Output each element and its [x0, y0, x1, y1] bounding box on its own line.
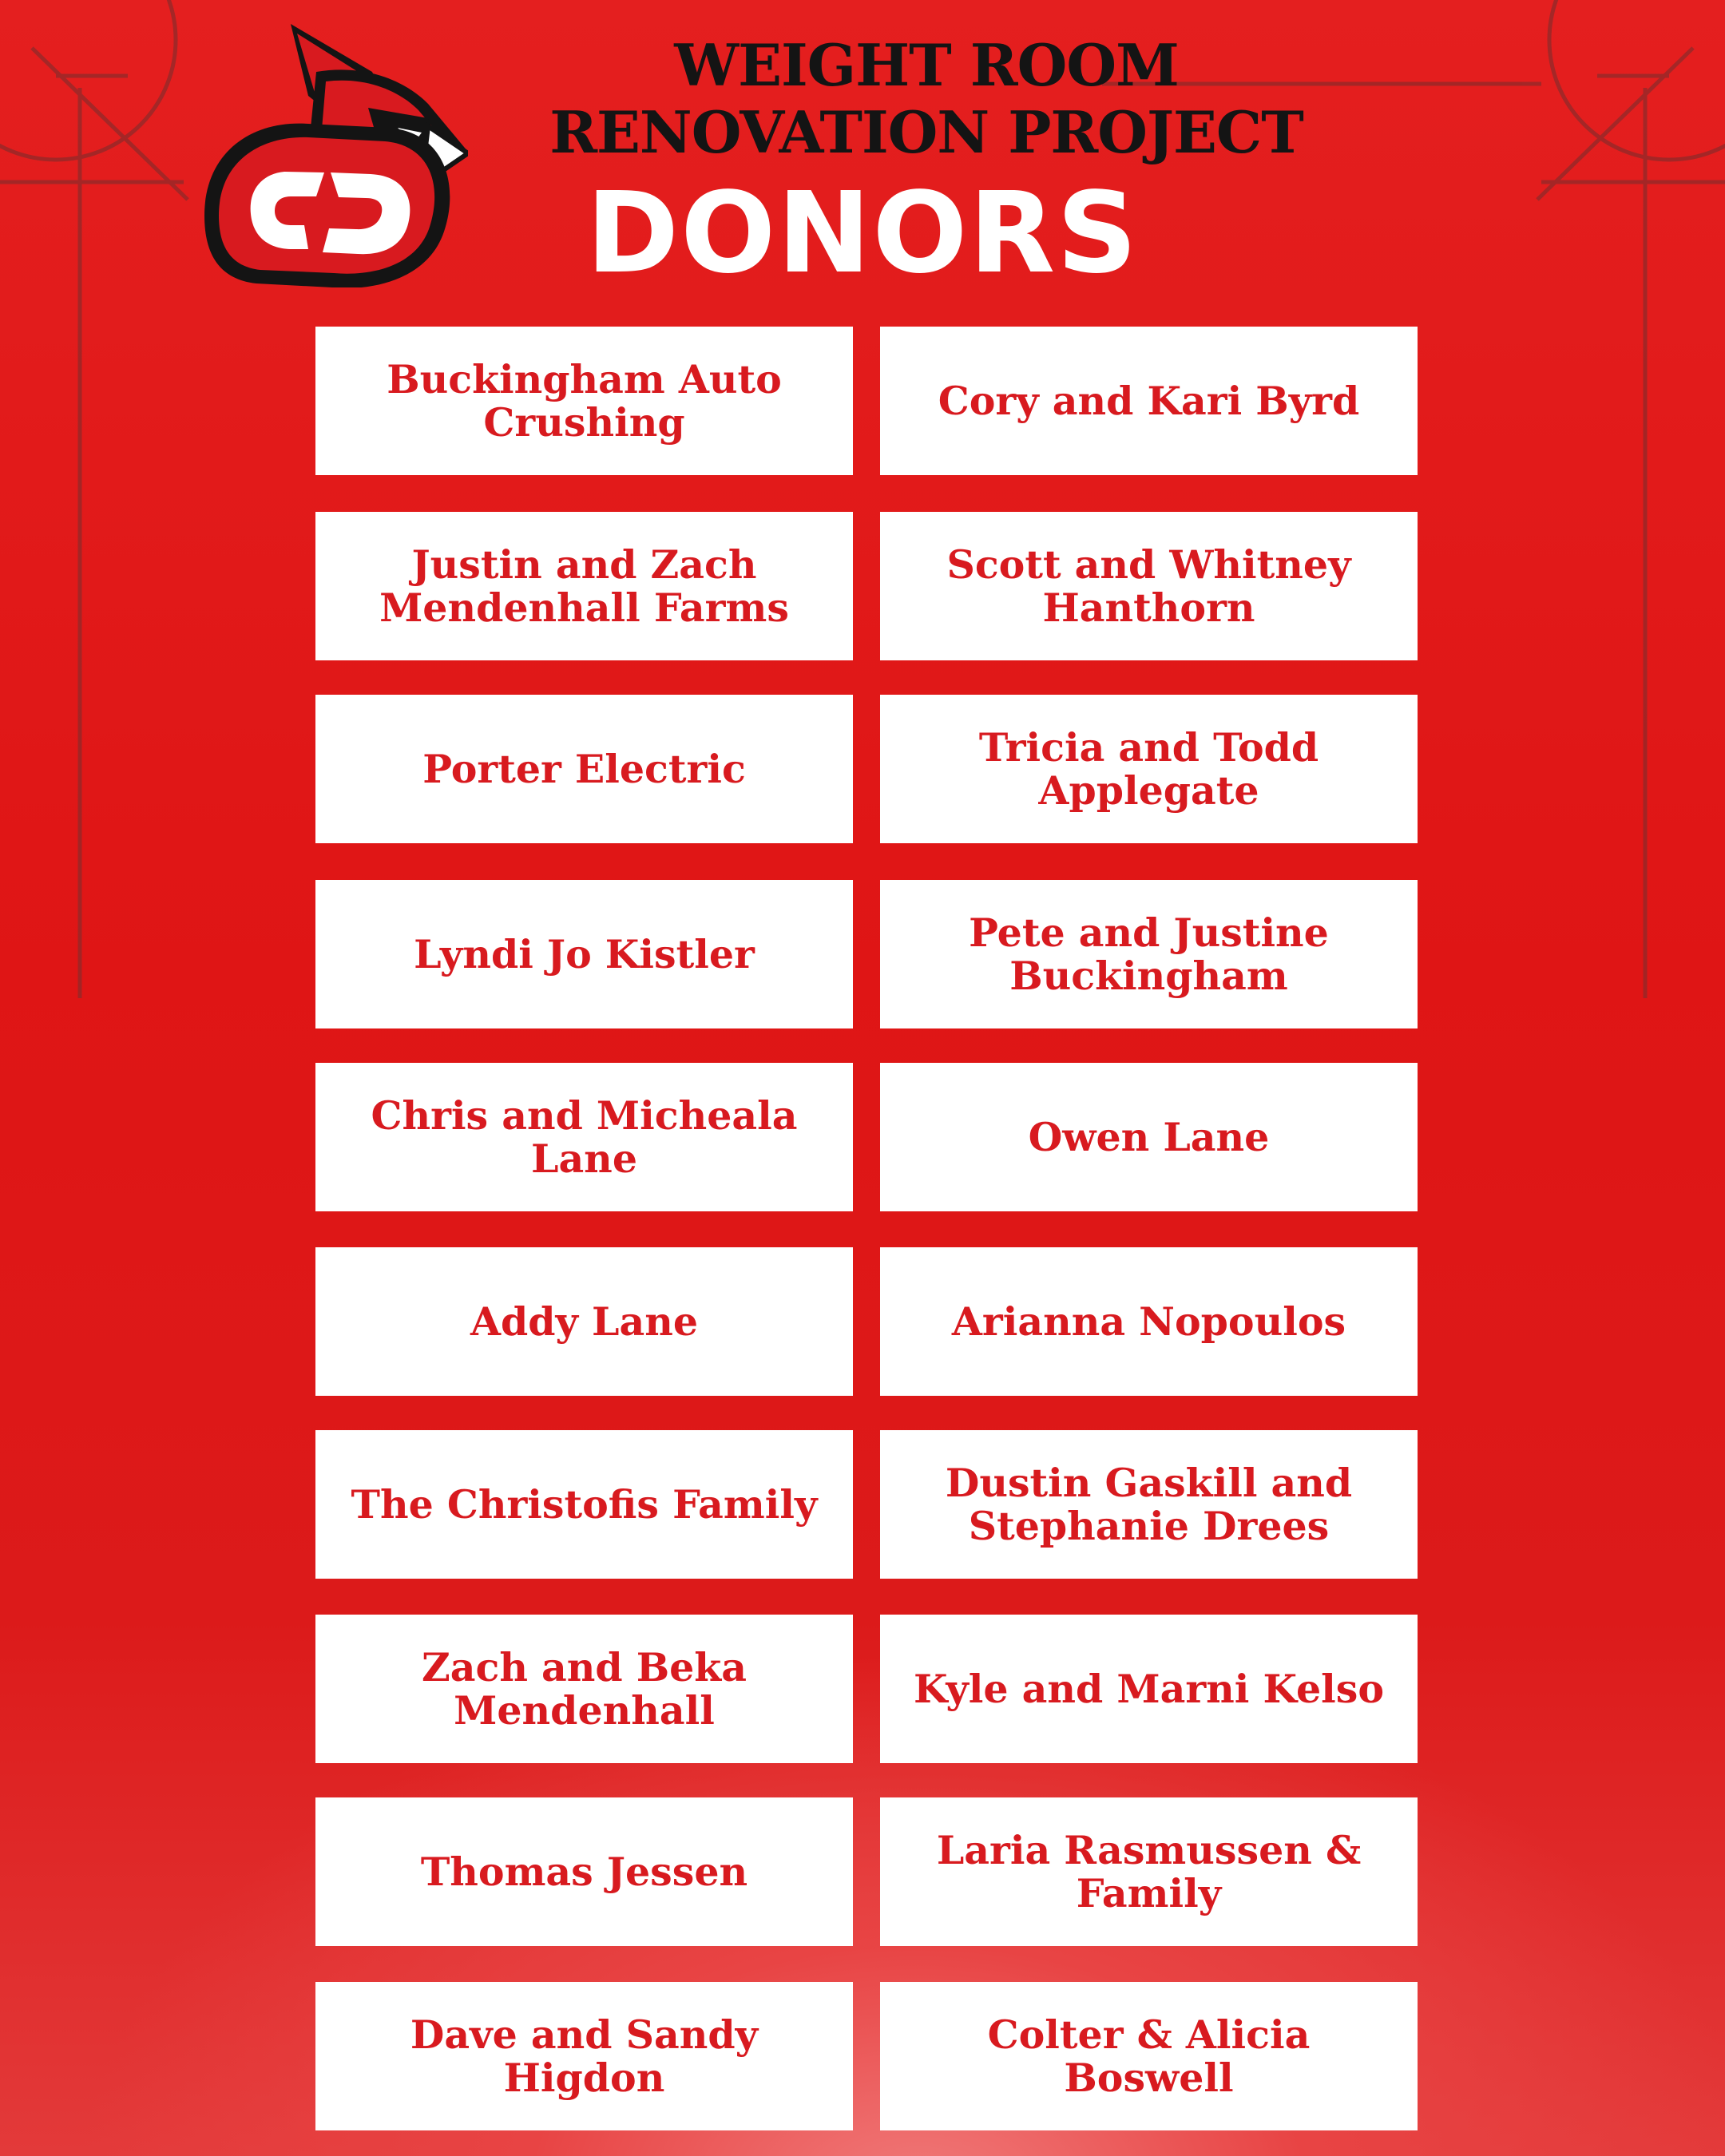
donor-card [315, 512, 853, 660]
donor-card [880, 695, 1418, 843]
donor-name: Pete and Justine Buckingham [969, 910, 1329, 999]
donor-card [315, 1063, 853, 1211]
donor-card [880, 1063, 1418, 1211]
title-line-2: RENOVATION PROJECT [549, 98, 1303, 166]
donors-heading: DONORS [585, 168, 1140, 299]
donor-name: Owen Lane [1028, 1114, 1270, 1160]
donor-card [315, 1615, 853, 1763]
donor-name: Arianna Nopoulos [951, 1298, 1346, 1345]
donor-name: Colter & Alicia Boswell [987, 2011, 1311, 2101]
donor-name: Dave and Sandy Higdon [410, 2011, 759, 2101]
donor-name: Thomas Jessen [420, 1849, 748, 1895]
donor-name: Scott and Whitney Hanthorn [946, 541, 1351, 631]
donor-name: Buckingham Auto Crushing [387, 356, 782, 446]
donor-name: Zach and Beka Mendenhall [421, 1644, 748, 1734]
donor-card [880, 327, 1418, 475]
donor-card [880, 512, 1418, 660]
donor-name: Addy Lane [470, 1298, 699, 1345]
donor-card [315, 695, 853, 843]
donor-card [315, 1982, 853, 2130]
donor-card [315, 880, 853, 1028]
title-line-1: WEIGHT ROOM [674, 31, 1179, 99]
donor-name: Tricia and Todd Applegate [978, 724, 1319, 814]
donor-name: Dustin Gaskill and Stephanie Drees [945, 1460, 1353, 1549]
donor-card [880, 1797, 1418, 1946]
donor-name: Chris and Micheala Lane [371, 1092, 798, 1182]
donor-card [880, 1615, 1418, 1763]
donor-card [880, 1247, 1418, 1396]
donor-name: The Christofis Family [351, 1481, 818, 1528]
donor-card [880, 1430, 1418, 1579]
donor-name: Kyle and Marni Kelso [913, 1666, 1385, 1712]
donor-name: Cory and Kari Byrd [938, 378, 1360, 424]
donor-card [880, 880, 1418, 1028]
donor-name: Lyndi Jo Kistler [414, 931, 755, 977]
donor-name: Porter Electric [422, 746, 746, 792]
donor-card [315, 1430, 853, 1579]
donor-card [315, 1797, 853, 1946]
donor-card [315, 327, 853, 475]
donor-name: Justin and Zach Mendenhall Farms [379, 541, 789, 631]
donor-card [880, 1982, 1418, 2130]
donor-name: Laria Rasmussen & Family [936, 1827, 1362, 1916]
donor-card [315, 1247, 853, 1396]
